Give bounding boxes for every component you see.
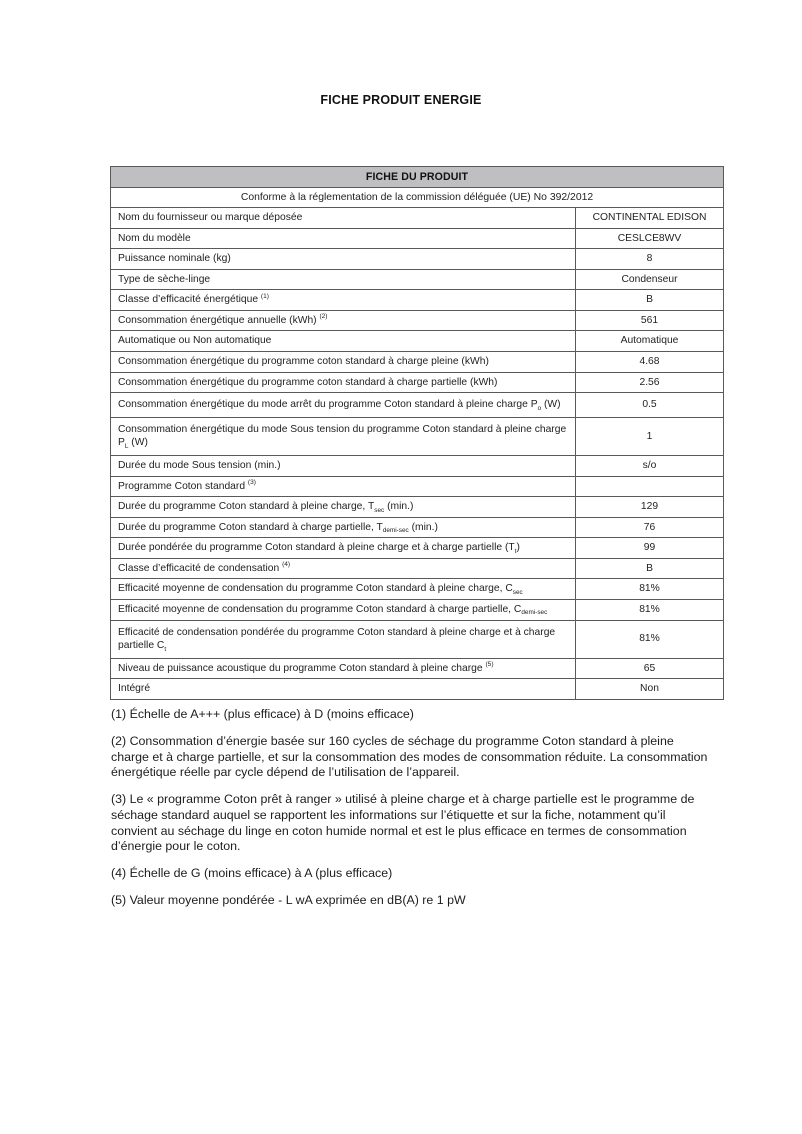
row-value: 561 [576,310,724,331]
row-label: Nom du modèle [111,228,576,249]
table-row [111,310,724,331]
row-label: Efficacité de condensation pondérée du programme Coton standard à pleine charge et à charge partielle $C_t$ [111,620,576,658]
row-value: s/o [576,455,724,476]
footnote: (5) Valeur moyenne pondérée - L wA exprimée en dB(A) re 1 pW [111,892,466,907]
row-label: Programme Coton standard $^{(3)}$ [111,476,576,497]
table-row [111,417,724,455]
row-footnote-marker: (2) [317,313,328,321]
row-label: Classe d’efficacité énergétique $^{(1)}$ [111,290,576,311]
table-conformity-row [111,188,724,208]
row-value: 0.5 [576,393,724,418]
row-value: 8 [576,249,724,270]
table-row [111,538,724,559]
table-row [111,658,724,679]
row-label: Consommation énergétique du programme coton standard à charge partielle (kWh) [111,372,576,393]
row-footnote-marker: (3) [246,479,256,487]
table-row [111,352,724,373]
product-fiche-table [110,166,724,700]
table-row [111,620,724,658]
table-row [111,455,724,476]
row-value: 81% [576,579,724,600]
row-label: Consommation énergétique du mode arrêt du programme Coton standard à pleine charge $P_o$ (W) [111,393,576,418]
table-row [111,372,724,393]
row-label-subscript: sec [374,506,385,514]
row-label: Nom du fournisseur ou marque déposée [111,208,576,229]
row-value: B [576,558,724,579]
row-label: Durée du mode Sous tension (min.) [111,455,576,476]
table-body [111,167,724,700]
row-value: 65 [576,658,724,679]
row-value: 2.56 [576,372,724,393]
row-value: 81% [576,620,724,658]
row-value: 99 [576,538,724,559]
footnote: (1) Échelle de A+++ (plus efficace) à D (moins efficace) [111,707,414,721]
row-label: Consommation énergétique du programme coton standard à charge pleine (kWh) [111,352,576,373]
row-footnote-marker: (1) [259,292,269,300]
row-value: Automatique [576,331,724,352]
row-value [576,476,724,497]
table-row [111,228,724,249]
row-label-subscript: t [514,547,517,555]
table-row [111,579,724,600]
row-label: Efficacité moyenne de condensation du programme Coton standard à pleine charge, $C_{sec}$ [111,579,576,600]
row-value: 4.68 [576,352,724,373]
row-value: Non [576,679,724,700]
row-label: Efficacité moyenne de condensation du programme Coton standard à charge partielle, $C_{demi-sec}$ [111,599,576,620]
row-label: Type de sèche-linge [111,269,576,290]
row-label: Intégré [111,679,576,700]
row-label: Consommation énergétique du mode Sous tension du programme Coton standard à pleine charge $P_L$ (W) [111,417,576,455]
table-row [111,517,724,538]
row-label-subscript: demi-sec [382,527,409,535]
row-value: 1 [576,417,724,455]
conformity-text: Conforme à la réglementation de la commission déléguée (UE) No 392/2012 [111,188,724,208]
row-label-subscript: sec [512,588,523,596]
table-row [111,393,724,418]
table-row [111,269,724,290]
table-row [111,599,724,620]
page-title: FICHE PRODUIT ENERGIE [320,93,482,107]
table-row [111,290,724,311]
row-label: Automatique ou Non automatique [111,331,576,352]
row-label: Consommation énergétique annuelle (kWh) $^{(2)}$ [111,310,576,331]
row-label: Durée du programme Coton standard à pleine charge, $T_{sec}$ (min.) [111,497,576,518]
row-label: Puissance nominale (kg) [111,249,576,270]
row-value: CONTINENTAL EDISON [576,208,724,229]
row-footnote-marker: (4) [280,561,291,569]
table-row [111,497,724,518]
row-label: Niveau de puissance acoustique du programme Coton standard à pleine charge $^{(5)}$ [111,658,576,679]
row-value: 76 [576,517,724,538]
row-label: Durée du programme Coton standard à charge partielle, $T_{demi-sec}$ (min.) [111,517,576,538]
table-row [111,249,724,270]
footnote: (2) Consommation d’énergie basée sur 160 cycles de séchage du programme Coton standard à pleine charge et à charge partielle, et sur la consommation des modes de consommation réduite. La consommation énergétique réelle par cycle dépend de l’utilisation de l’appareil. [111,733,708,780]
footnote: (4) Échelle de G (moins efficace) à A (plus efficace) [111,866,393,880]
row-label-subscript: o [537,404,542,412]
row-value: 129 [576,497,724,518]
row-footnote-marker: (5) [483,661,494,669]
table-row [111,558,724,579]
table-header-title: FICHE DU PRODUIT [111,167,724,188]
row-value: CESLCE8WV [576,228,724,249]
table-row [111,331,724,352]
row-label: Durée pondérée du programme Coton standard à pleine charge et à charge partielle $(T_t)$ [111,538,576,559]
row-label: Classe d’efficacité de condensation $^{(4)}$ [111,558,576,579]
row-value: Condenseur [576,269,724,290]
table-row [111,679,724,700]
table-row [111,476,724,497]
row-label-subscript: t [164,645,167,653]
table-row [111,208,724,229]
row-label-subscript: L [124,442,129,450]
footnotes-block [111,707,711,909]
row-label-subscript: demi-sec [521,609,548,617]
row-value: 81% [576,599,724,620]
table-header-row [111,167,724,188]
footnote: (3) Le « programme Coton prêt à ranger » utilisé à pleine charge et à charge partielle est le programme de séchage standard auquel se rapportent les informations sur l’étiquette et sur la fiche, notamment qu’il convient au séchage du linge en coton humide normal et est le plus efficace en termes de consommation d’énergie pour le coton. [111,792,695,854]
row-value: B [576,290,724,311]
